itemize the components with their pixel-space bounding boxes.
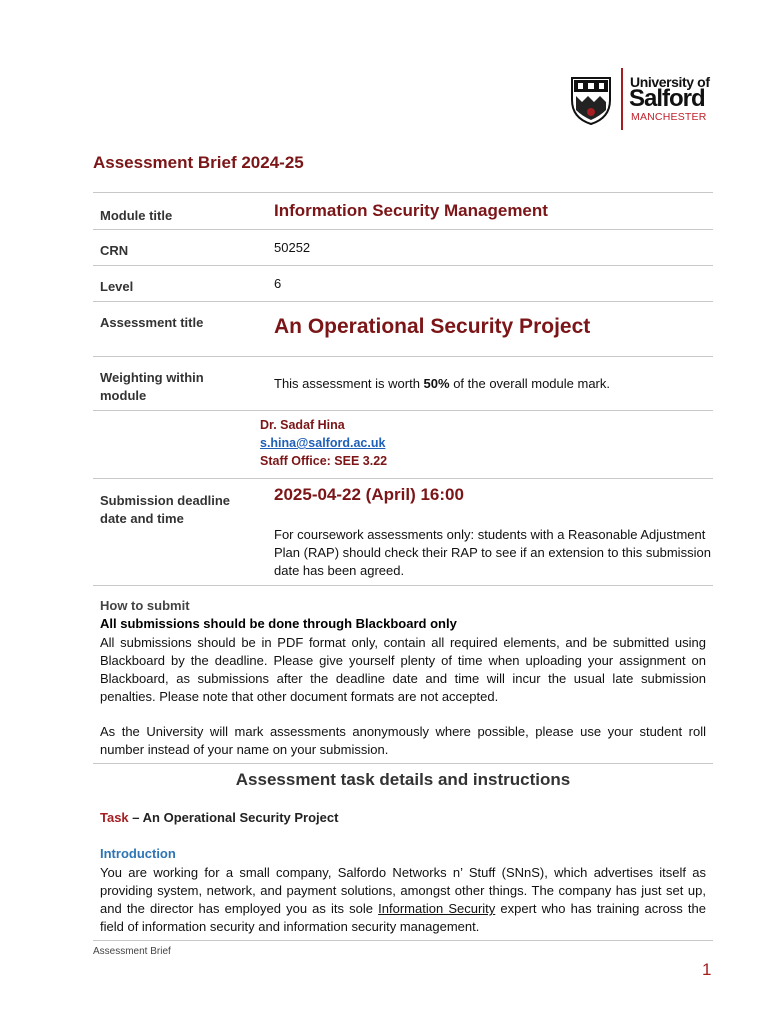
module-title-label: Module title <box>100 208 173 223</box>
submission-instructions: All submissions should be in PDF format only, contain all required elements, and be submitted using Blackboard by the deadline. Please give yourself plenty of time when uploading your assignment on Blackboard, as submissions after the deadline date and time will incur the usual late submission penalties. Please note that other document formats are not accepted. <box>100 635 706 704</box>
task-label: Task <box>100 810 129 825</box>
anonymous-marking-note: As the University will mark assessments anonymously where possible, please use your student roll number instead of your name on your submission. <box>100 724 706 757</box>
deadline-label: Submission deadline date and time <box>100 493 231 526</box>
how-to-submit-heading: How to submit <box>100 598 190 613</box>
row-divider <box>93 301 713 302</box>
intro-text-part2: expert who has training across the field of information security and information security management. <box>100 901 707 934</box>
task-section-heading: Assessment task details and instructions <box>235 770 571 789</box>
row-divider <box>93 478 713 479</box>
intro-text-part1: You are working for a small company, Salfordo Networks n’ Stuff (SNnS), which advertises itself as providing system, network, and payment solutions, amongst other things. The company has just set up, and the director has employed you as its sole <box>100 865 706 916</box>
logo-divider <box>621 68 623 130</box>
deadline-value: 2025-04-22 (April) 16:00 <box>274 485 464 504</box>
weighting-value <box>274 375 610 393</box>
weighting-label: Weighting within module <box>100 370 204 403</box>
logo-line-salford: Salford <box>629 85 705 112</box>
intro-underlined-term: Information Security <box>378 901 496 916</box>
contact-email-link[interactable]: s.hina@salford.ac.uk <box>260 436 386 450</box>
logo-line-manchester: MANCHESTER <box>631 111 707 123</box>
logo-line-university: University of <box>630 74 710 90</box>
introduction-paragraph <box>100 864 706 936</box>
assessment-title-value: An Operational Security Project <box>274 315 591 338</box>
assessment-title-label: Assessment title <box>100 315 204 330</box>
footer-divider <box>93 940 713 941</box>
contact-name: Dr. Sadaf Hina <box>260 418 345 432</box>
module-title-value: Information Security Management <box>274 201 548 220</box>
introduction-heading: Introduction <box>100 846 176 861</box>
section-divider <box>93 763 713 764</box>
brief-title: Assessment Brief 2024-25 <box>93 153 304 172</box>
contact-office: Staff Office: SEE 3.22 <box>260 454 388 468</box>
level-label: Level <box>100 279 134 294</box>
row-divider <box>93 265 713 266</box>
task-separator: – <box>128 810 143 825</box>
university-logo <box>568 68 718 132</box>
weighting-percent: 50% <box>423 376 450 391</box>
level-value: 6 <box>274 276 282 291</box>
row-divider <box>93 356 713 357</box>
rap-note: For coursework assessments only: students with a Reasonable Adjustment Plan (RAP) should check their RAP to see if an extension to this submission date has been agreed. <box>274 527 711 578</box>
task-title: An Operational Security Project <box>142 810 339 825</box>
footer-text: Assessment Brief <box>93 946 171 957</box>
row-divider <box>93 585 713 586</box>
crest-icon <box>570 74 612 126</box>
crn-label: CRN <box>100 243 129 258</box>
row-divider <box>93 229 713 230</box>
weighting-suffix: of the overall module mark. <box>449 376 610 391</box>
weighting-prefix: This assessment is worth <box>274 376 424 391</box>
how-to-submit-subheading: All submissions should be done through Blackboard only <box>100 616 457 631</box>
task-line <box>100 810 338 825</box>
page-number: 1 <box>702 960 712 979</box>
row-divider <box>93 192 713 193</box>
crn-value: 50252 <box>274 240 311 255</box>
row-divider <box>93 410 713 411</box>
